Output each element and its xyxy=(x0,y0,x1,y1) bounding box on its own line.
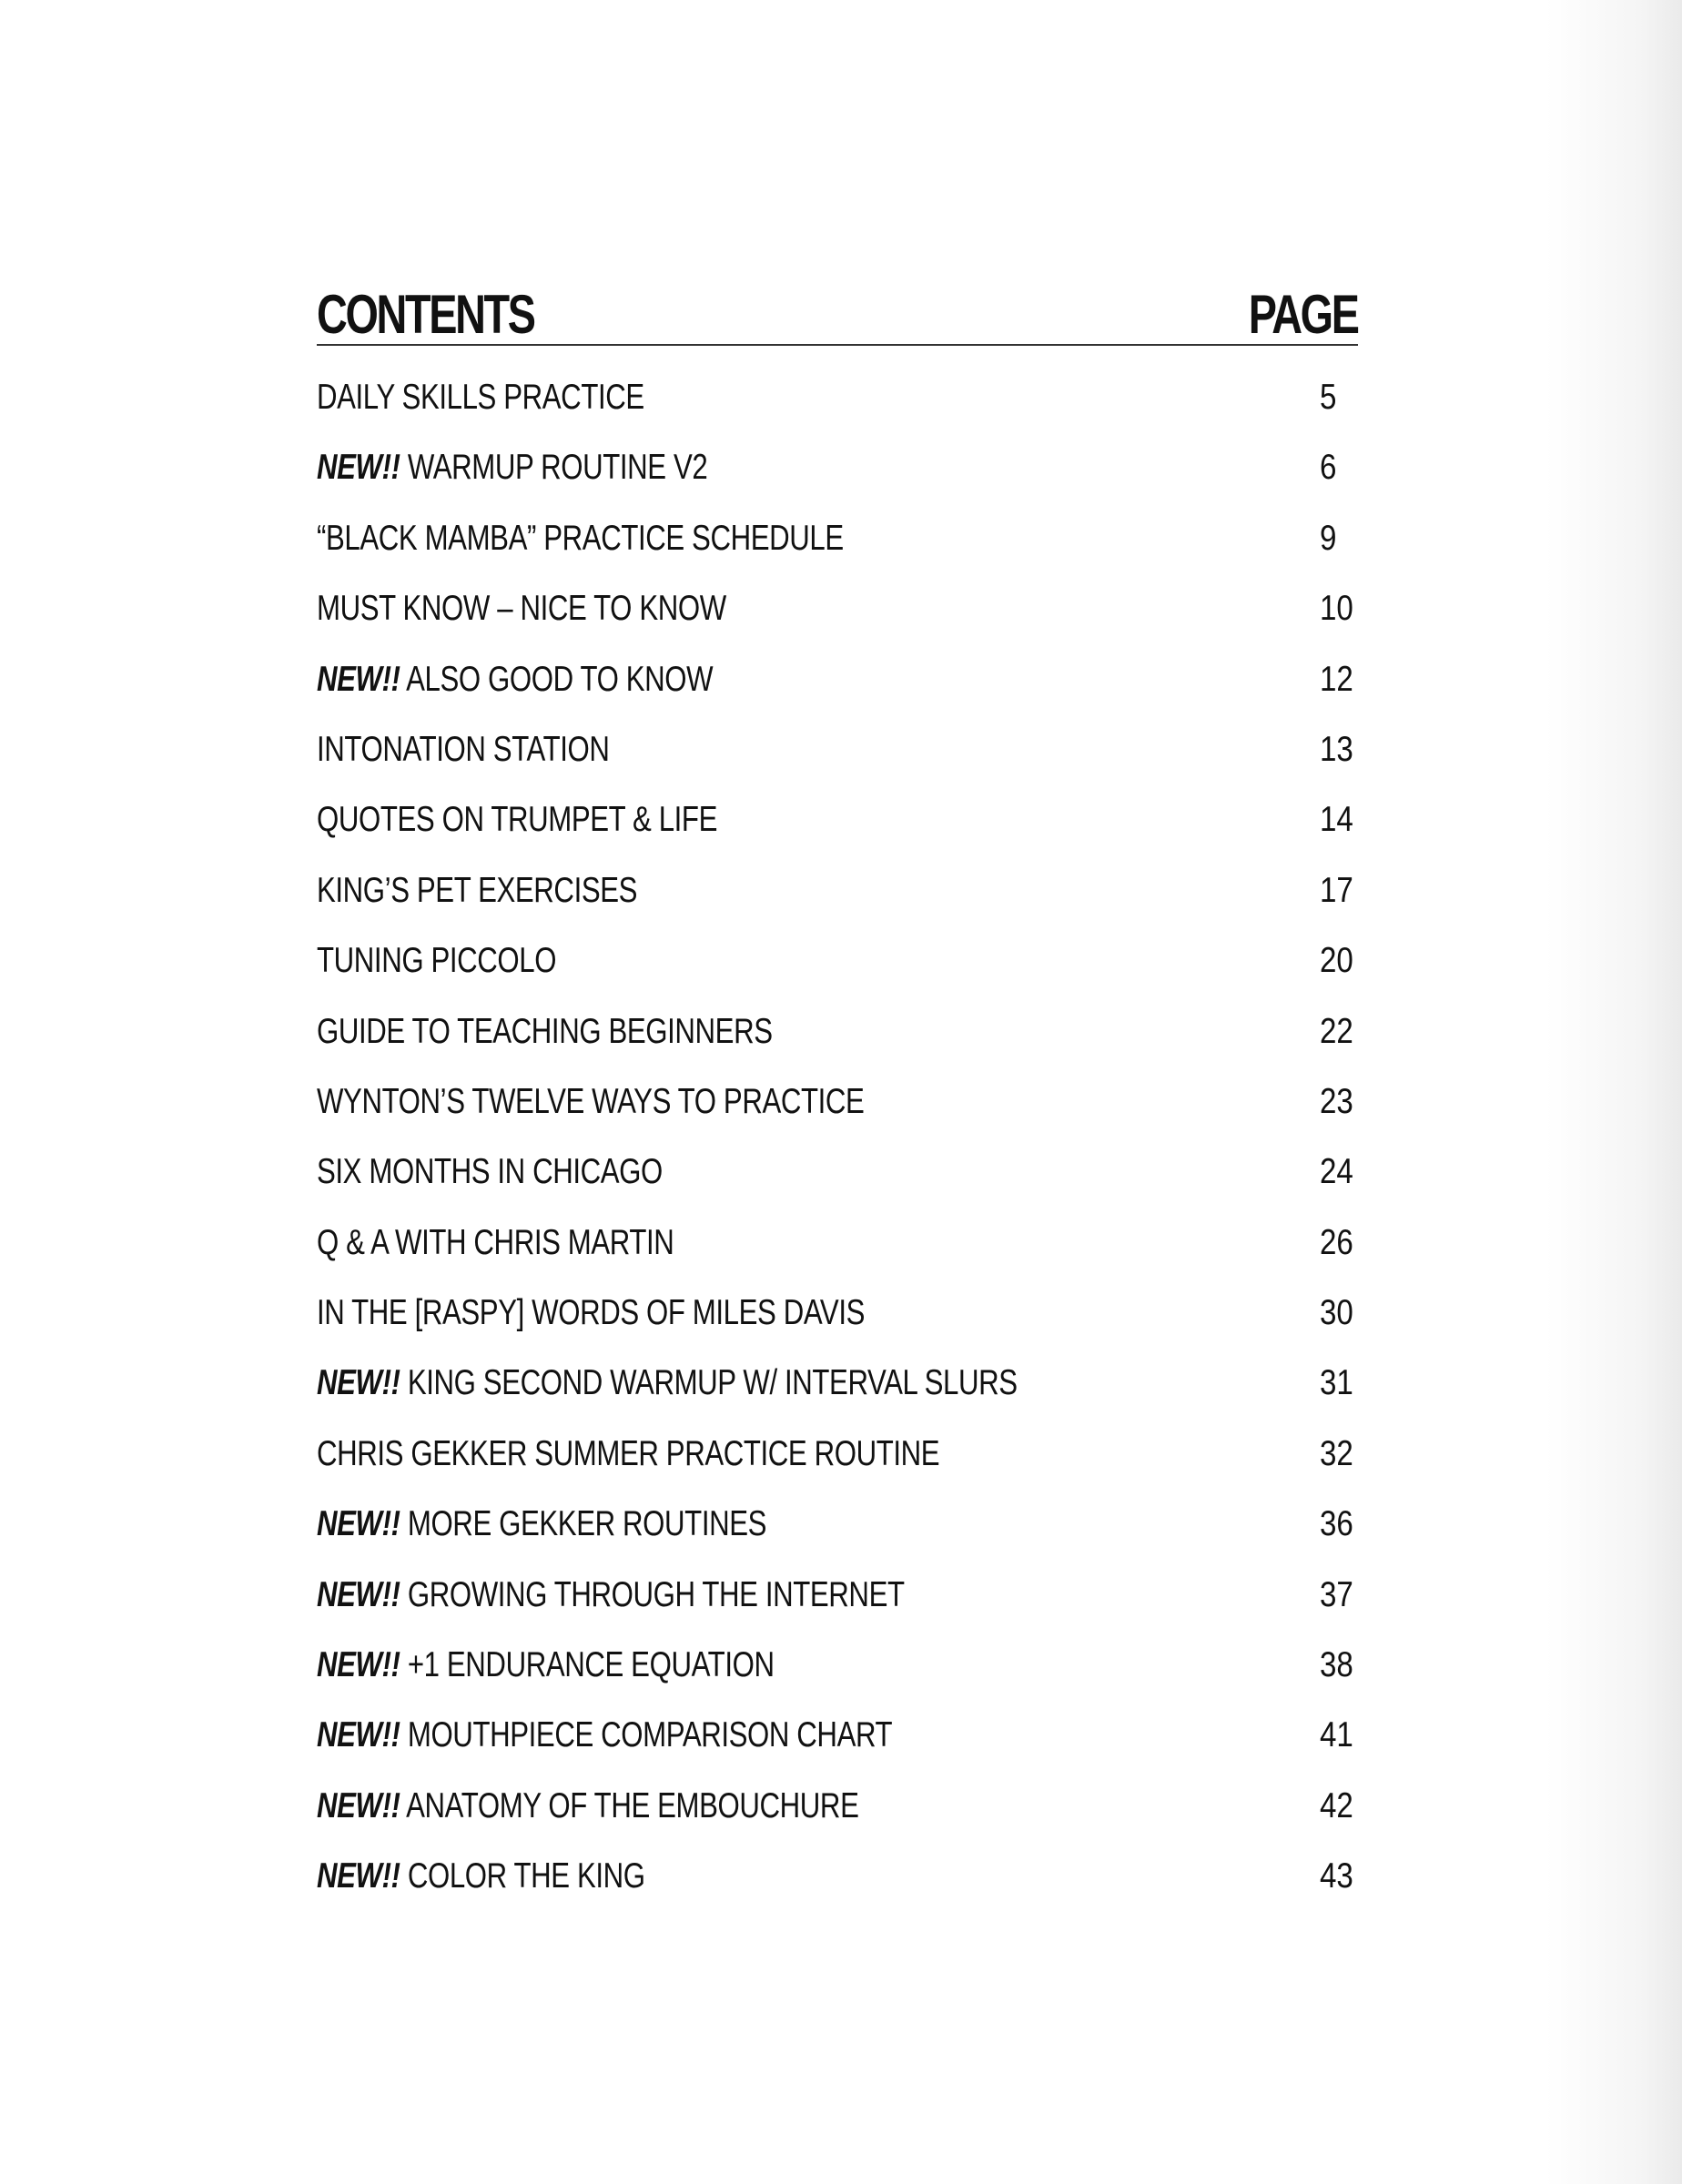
toc-entry[interactable] xyxy=(317,870,1358,943)
toc-entry[interactable] xyxy=(317,659,1358,732)
toc-entry-title xyxy=(317,1152,663,1192)
toc-entry[interactable] xyxy=(317,802,1358,872)
new-tag: NEW!! xyxy=(317,1856,400,1896)
toc-entry-title-text: Q & A WITH CHRIS MARTIN xyxy=(317,1222,674,1262)
toc-entry[interactable] xyxy=(317,729,1358,802)
toc-entry-page-number: 10 xyxy=(1320,589,1353,629)
toc-entry-title-text: WYNTON’S TWELVE WAYS TO PRACTICE xyxy=(317,1081,865,1121)
toc-entry[interactable] xyxy=(317,1295,1358,1365)
toc-entry-page-number: 6 xyxy=(1320,448,1337,488)
toc-entry-title-text: KING’S PET EXERCISES xyxy=(317,870,638,910)
toc-entry-page-number: 24 xyxy=(1320,1152,1353,1192)
page-edge-shadow xyxy=(1545,0,1682,2184)
toc-entry-title xyxy=(317,379,644,415)
toc-entry-title-text: SIX MONTHS IN CHICAGO xyxy=(317,1152,663,1192)
toc-entry-page-number: 36 xyxy=(1320,1504,1353,1544)
toc-entry-title xyxy=(317,729,610,769)
toc-entry-title-text: ANATOMY OF THE EMBOUCHURE xyxy=(406,1785,859,1825)
toc-entry-title xyxy=(317,800,717,840)
toc-entry-title-text: “BLACK MAMBA” PRACTICE SCHEDULE xyxy=(317,518,844,558)
toc-entry-title xyxy=(317,1222,674,1262)
toc-entry-title-text: TUNING PICCOLO xyxy=(317,941,557,981)
toc-entry-title-text: COLOR THE KING xyxy=(407,1856,645,1896)
toc-entry[interactable] xyxy=(317,518,1358,591)
toc-entry[interactable] xyxy=(317,1717,1358,1787)
toc-list xyxy=(317,379,1358,1929)
table-of-contents xyxy=(317,273,1358,1896)
toc-entry-page-number: 37 xyxy=(1320,1574,1353,1614)
new-tag: NEW!! xyxy=(317,1504,400,1544)
toc-entry-title xyxy=(317,1011,773,1051)
toc-entry-title xyxy=(317,518,844,558)
toc-entry[interactable] xyxy=(317,1365,1358,1435)
toc-entry-title-text: GUIDE TO TEACHING BEGINNERS xyxy=(317,1011,773,1051)
toc-entry-page-number: 14 xyxy=(1320,800,1353,840)
toc-entry-page-number: 22 xyxy=(1320,1011,1353,1051)
toc-entry-page-number: 23 xyxy=(1320,1081,1353,1121)
toc-entry-page-number: 32 xyxy=(1320,1433,1353,1473)
toc-entry-title xyxy=(317,870,638,910)
toc-entry[interactable] xyxy=(317,379,1358,450)
toc-entry-title xyxy=(317,1785,859,1825)
toc-entry-page-number: 38 xyxy=(1320,1645,1353,1685)
toc-entry[interactable] xyxy=(317,1858,1358,1928)
toc-entry[interactable] xyxy=(317,1647,1358,1717)
toc-entry-title xyxy=(317,1433,940,1473)
toc-entry-page-number: 17 xyxy=(1320,870,1353,910)
new-tag: NEW!! xyxy=(317,1715,400,1755)
toc-entry-title xyxy=(317,1293,866,1333)
toc-entry-title xyxy=(317,1858,645,1894)
toc-entry-page-number: 26 xyxy=(1320,1222,1353,1262)
toc-entry-title-text: WARMUP ROUTINE V2 xyxy=(407,448,708,488)
new-tag: NEW!! xyxy=(317,1785,400,1825)
toc-entry-title-text: CHRIS GEKKER SUMMER PRACTICE ROUTINE xyxy=(317,1433,940,1473)
toc-entry-page-number: 30 xyxy=(1320,1293,1353,1333)
toc-entry-title xyxy=(317,1506,766,1542)
toc-entry-page-number: 12 xyxy=(1320,659,1353,699)
toc-entry-title-text: MORE GEKKER ROUTINES xyxy=(407,1504,767,1544)
toc-entry-title xyxy=(317,659,714,699)
toc-entry-title-text: +1 ENDURANCE EQUATION xyxy=(407,1645,775,1685)
toc-entry[interactable] xyxy=(317,1222,1358,1295)
toc-entry[interactable] xyxy=(317,1574,1358,1647)
toc-entry-page-number: 13 xyxy=(1320,729,1353,769)
toc-entry[interactable] xyxy=(317,1011,1358,1084)
toc-entry-page-number: 42 xyxy=(1320,1785,1353,1825)
toc-entry[interactable] xyxy=(317,1506,1358,1576)
toc-entry-title xyxy=(317,1574,905,1614)
toc-entry-page-number: 20 xyxy=(1320,941,1353,981)
toc-entry-title xyxy=(317,448,708,488)
contents-heading: CONTENTS xyxy=(317,284,534,345)
new-tag: NEW!! xyxy=(317,1574,400,1614)
toc-entry-title-text: DAILY SKILLS PRACTICE xyxy=(317,378,644,417)
toc-entry[interactable] xyxy=(317,591,1358,661)
toc-entry-title-text: IN THE [RASPY] WORDS OF MILES DAVIS xyxy=(317,1293,866,1333)
toc-header xyxy=(317,273,1358,346)
new-tag: NEW!! xyxy=(317,448,400,488)
toc-entry-title xyxy=(317,589,726,629)
toc-entry-page-number: 41 xyxy=(1320,1715,1353,1755)
toc-entry-title xyxy=(317,941,557,981)
toc-entry-title-text: KING SECOND WARMUP W/ INTERVAL SLURS xyxy=(407,1363,1018,1403)
toc-entry[interactable] xyxy=(317,1433,1358,1506)
new-tag: NEW!! xyxy=(317,659,400,699)
toc-entry-title-text: ALSO GOOD TO KNOW xyxy=(406,659,714,699)
toc-entry-title xyxy=(317,1081,865,1121)
toc-entry-title xyxy=(317,1647,775,1683)
toc-entry[interactable] xyxy=(317,1081,1358,1154)
toc-entry-title-text: INTONATION STATION xyxy=(317,729,610,769)
toc-entry[interactable] xyxy=(317,450,1358,520)
new-tag: NEW!! xyxy=(317,1645,400,1685)
toc-entry-title-text: GROWING THROUGH THE INTERNET xyxy=(407,1574,905,1614)
toc-entry-title-text: MUST KNOW – NICE TO KNOW xyxy=(317,589,726,629)
toc-entry-title xyxy=(317,1717,892,1753)
toc-entry-page-number: 31 xyxy=(1320,1363,1353,1403)
toc-entry[interactable] xyxy=(317,1785,1358,1858)
toc-entry[interactable] xyxy=(317,943,1358,1013)
page-heading: PAGE xyxy=(1249,284,1358,345)
toc-entry[interactable] xyxy=(317,1154,1358,1224)
toc-entry-title xyxy=(317,1363,1018,1403)
toc-entry-page-number: 43 xyxy=(1320,1856,1353,1896)
toc-entry-title-text: MOUTHPIECE COMPARISON CHART xyxy=(407,1715,893,1755)
toc-entry-page-number: 5 xyxy=(1320,378,1337,417)
toc-entry-page-number: 9 xyxy=(1320,518,1337,558)
new-tag: NEW!! xyxy=(317,1363,400,1403)
toc-entry-title-text: QUOTES ON TRUMPET & LIFE xyxy=(317,800,717,840)
